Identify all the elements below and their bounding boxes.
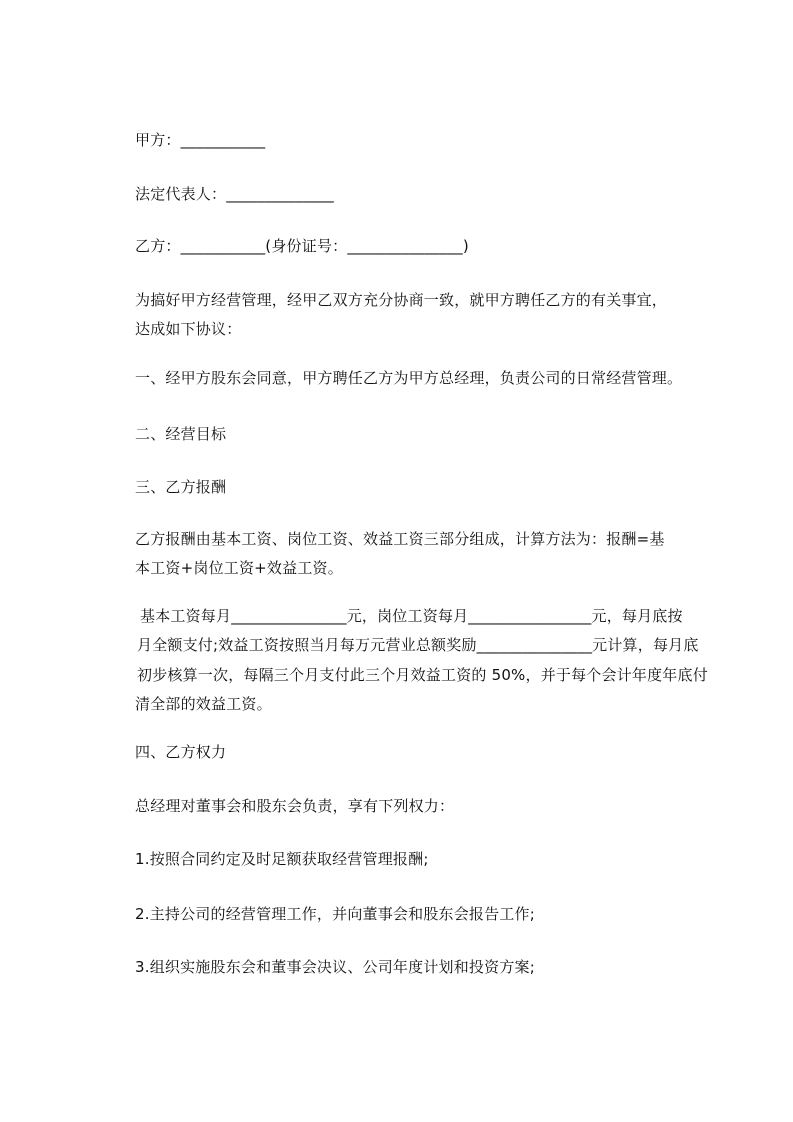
powers-intro-line: 总经理对董事会和股东会负责，享有下列权力： bbox=[135, 797, 455, 815]
salary-line-2: 月全额支付;效益工资按照当月每万元营业总额奖励_______________元计算，每月底 bbox=[137, 636, 699, 654]
salary-line-1: 基本工资每月_______________元，岗位工资每月________________元，每月底按 bbox=[140, 607, 683, 625]
pay-line-1: 乙方报酬由基本工资、岗位工资、效益工资三部分组成，计算方法为：报酬=基 bbox=[135, 530, 665, 548]
party-a-line: 甲方：___________ bbox=[135, 131, 266, 149]
party-b-line: 乙方：___________(身份证号：_______________) bbox=[135, 237, 469, 255]
section-4-heading: 四、乙方权力 bbox=[135, 743, 227, 761]
legal-representative-line: 法定代表人：______________ bbox=[135, 185, 335, 203]
section-1-text: 一、经甲方股东会同意，甲方聘任乙方为甲方总经理，负责公司的日常经营管理。 bbox=[135, 369, 683, 387]
power-item-1: 1.按照合同约定及时足额获取经营管理报酬; bbox=[135, 850, 429, 868]
power-item-3: 3.组织实施股东会和董事会决议、公司年度计划和投资方案; bbox=[135, 958, 535, 976]
salary-line-3: 初步核算一次，每隔三个月支付此三个月效益工资的 50%，并于每个会计年度年底付 bbox=[137, 666, 708, 684]
pay-line-2: 本工资+岗位工资+效益工资。 bbox=[135, 559, 343, 577]
section-2-heading: 二、经营目标 bbox=[135, 425, 227, 443]
power-item-2: 2.主持公司的经营管理工作，并向董事会和股东会报告工作; bbox=[135, 905, 535, 923]
intro-line-2: 达成如下协议： bbox=[135, 320, 242, 338]
salary-line-4: 清全部的效益工资。 bbox=[135, 695, 272, 713]
section-3-heading: 三、乙方报酬 bbox=[135, 478, 227, 496]
intro-line-1: 为搞好甲方经营管理，经甲乙双方充分协商一致，就甲方聘任乙方的有关事宜， bbox=[135, 291, 668, 309]
